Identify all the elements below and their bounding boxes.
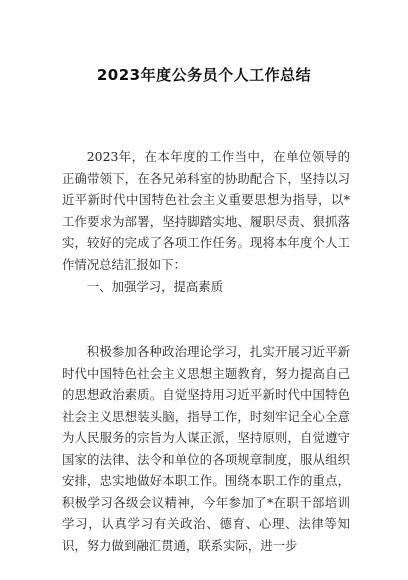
intro-paragraph: 2023年，在本年度的工作当中，在单位领导的正确带领下，在各兄弟科室的协助配合下，坚持以习近平新时代中国特色社会主义重要思想为指导，以*工作要求为部署，坚持脚踏实地、履职尽责、狠抓落实，较好的完成了各项工作任务。现将本年度个人工作情况总结汇报如下：	[62, 149, 350, 272]
study-paragraph: 积极参加各种政治理论学习，扎实开展习近平新时代中国特色社会主义思想主题教育，努力提高自己的思想政治素质。自觉坚持用习近平新时代中国特色社会主义思想装头脑，指导工作，时刻牢记全心全意为人民服务的宗旨为人谋正派，坚持原则，自觉遵守国家的法律、法令和单位的各项规章制度，服从组织安排，忠实地做好本职工作。围绕本职工作的重点，积极学习各级会议精神，今年参加了*在职干部培训学习，认真学习有关政治、德育、心理、法律等知识，努力做到融汇贯通，联系实际，进一步	[62, 344, 350, 553]
section-heading: 一、加强学习，提高素质	[86, 279, 224, 294]
document-title: 2023年度公务员个人工作总结	[96, 66, 312, 84]
